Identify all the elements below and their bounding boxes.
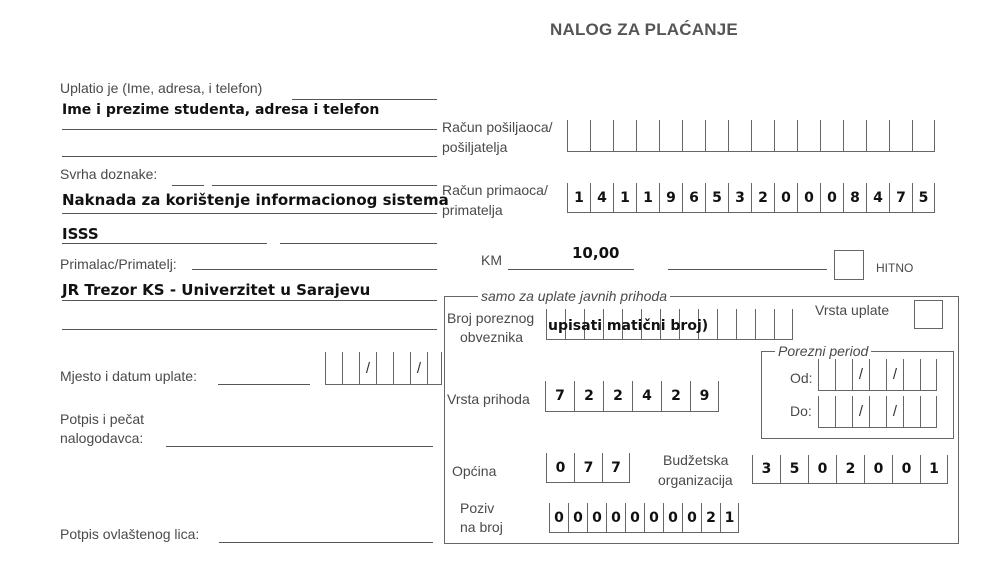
form-title: NALOG ZA PLAĆANJE bbox=[550, 20, 738, 39]
mjesto-datum-label: Mjesto i datum uplate: bbox=[60, 368, 197, 384]
budzetska-label-2: organizacija bbox=[658, 472, 733, 488]
vrsta-uplate-box[interactable] bbox=[914, 300, 943, 329]
broj-poreznog-cell[interactable] bbox=[717, 309, 736, 340]
budzetska-cell[interactable] bbox=[836, 455, 864, 484]
poziv-cell[interactable] bbox=[682, 503, 701, 533]
od-cell[interactable] bbox=[920, 359, 937, 391]
digit: 0 bbox=[554, 509, 564, 526]
digit: 2 bbox=[584, 388, 594, 404]
broj-poreznog-cell[interactable] bbox=[755, 309, 774, 340]
digit: 6 bbox=[689, 189, 699, 206]
racun-posiljaoca-cell[interactable] bbox=[774, 120, 797, 152]
digit: 4 bbox=[873, 189, 883, 206]
uplatio-je-line-3 bbox=[62, 156, 437, 157]
digit: 0 bbox=[827, 189, 837, 206]
racun-posiljaoca-cell[interactable] bbox=[797, 120, 820, 152]
poziv-cell[interactable] bbox=[644, 503, 663, 533]
digit: 1 bbox=[620, 189, 630, 206]
digit: 4 bbox=[597, 189, 607, 206]
vrsta-prihoda-cell[interactable] bbox=[545, 381, 574, 412]
budzetska-cell[interactable] bbox=[752, 455, 780, 484]
vrsta-prihoda-cell[interactable] bbox=[632, 381, 661, 412]
digit: 0 bbox=[901, 461, 912, 477]
budzetska-cell[interactable] bbox=[892, 455, 920, 484]
racun-primaoca-cell[interactable] bbox=[682, 183, 705, 213]
digit: 1 bbox=[724, 509, 735, 526]
vrsta-prihoda-cell[interactable] bbox=[661, 381, 690, 412]
racun-posiljaoca-label-1: Račun pošiljaoca/ bbox=[442, 119, 553, 135]
racun-posiljaoca-cell[interactable] bbox=[590, 120, 613, 152]
potpis-ovlastenog-line bbox=[219, 542, 433, 543]
poziv-cell[interactable] bbox=[720, 503, 739, 533]
poziv-cell[interactable] bbox=[701, 503, 720, 533]
broj-poreznog-label-2: obveznika bbox=[460, 329, 524, 345]
digit: 7 bbox=[583, 459, 594, 476]
racun-posiljaoca-cells[interactable] bbox=[567, 120, 935, 152]
od-cell[interactable] bbox=[886, 359, 903, 391]
digit: 7 bbox=[896, 189, 906, 206]
porezni-period-legend: Porezni period bbox=[775, 343, 871, 359]
racun-primaoca-cell[interactable] bbox=[751, 183, 774, 213]
racun-primaoca-cell[interactable] bbox=[820, 183, 843, 213]
vrsta-prihoda-cells[interactable] bbox=[545, 381, 719, 412]
digit: 0 bbox=[649, 509, 659, 526]
date-separator: / bbox=[892, 366, 898, 383]
digit: 2 bbox=[845, 461, 856, 477]
vrsta-uplate-label: Vrsta uplate bbox=[815, 302, 890, 318]
primalac-label: Primalac/Primatelj: bbox=[60, 256, 177, 272]
racun-posiljaoca-cell[interactable] bbox=[613, 120, 636, 152]
poziv-cell[interactable] bbox=[587, 503, 606, 533]
od-cell[interactable] bbox=[852, 359, 869, 391]
date-separator: / bbox=[365, 359, 371, 377]
racun-primaoca-cell[interactable] bbox=[889, 183, 912, 213]
poziv-cells[interactable] bbox=[549, 503, 739, 533]
vrsta-prihoda-cell[interactable] bbox=[603, 381, 632, 412]
do-label: Do: bbox=[790, 403, 812, 419]
datum-cell[interactable] bbox=[376, 352, 393, 385]
do-cell[interactable] bbox=[920, 396, 937, 428]
uplatio-je-line-1 bbox=[292, 99, 437, 100]
hitno-label: HITNO bbox=[876, 261, 914, 275]
digit: 5 bbox=[789, 461, 800, 477]
racun-posiljaoca-cell[interactable] bbox=[728, 120, 751, 152]
racun-posiljaoca-cell[interactable] bbox=[866, 120, 889, 152]
racun-primaoca-label-2: primatelja bbox=[442, 202, 503, 218]
digit: 4 bbox=[642, 388, 652, 404]
primalac-line-1 bbox=[192, 269, 437, 270]
digit: 5 bbox=[918, 189, 929, 206]
digit: 0 bbox=[573, 509, 583, 526]
opcina-label: Općina bbox=[452, 463, 497, 479]
budzetska-cell[interactable] bbox=[920, 455, 948, 484]
km-label: KM bbox=[481, 252, 502, 268]
digit: 2 bbox=[706, 509, 716, 526]
potpis-pecat-line bbox=[166, 446, 433, 447]
racun-posiljaoca-label-2: pošiljatelja bbox=[442, 139, 508, 155]
potpis-ovlastenog-label: Potpis ovlaštenog lica: bbox=[60, 526, 200, 542]
digit: 2 bbox=[758, 189, 768, 206]
opcina-cells[interactable] bbox=[546, 453, 630, 483]
primalac-line-2 bbox=[62, 300, 437, 301]
racun-primaoca-cell[interactable] bbox=[797, 183, 820, 213]
digit: 0 bbox=[611, 509, 621, 526]
racun-posiljaoca-cell[interactable] bbox=[889, 120, 912, 152]
od-cell[interactable] bbox=[818, 359, 835, 391]
primalac-value[interactable]: JR Trezor KS - Univerzitet u Sarajevu bbox=[62, 281, 371, 299]
broj-poreznog-cell[interactable] bbox=[736, 309, 755, 340]
potpis-pecat-label-1: Potpis i pečat bbox=[60, 411, 145, 427]
svrha-line-2 bbox=[62, 213, 437, 214]
racun-primaoca-cell[interactable] bbox=[636, 183, 659, 213]
hitno-checkbox[interactable] bbox=[834, 250, 864, 280]
iznos-line-2 bbox=[668, 269, 827, 270]
do-cell[interactable] bbox=[852, 396, 869, 428]
digit: 3 bbox=[735, 189, 745, 206]
digit: 0 bbox=[873, 461, 884, 477]
digit: 1 bbox=[574, 189, 584, 206]
racun-posiljaoca-cell[interactable] bbox=[843, 120, 866, 152]
javni-prihodi-legend: samo za uplate javnih prihoda bbox=[478, 288, 670, 304]
datum-cells[interactable] bbox=[325, 352, 442, 385]
digit: 0 bbox=[781, 189, 791, 206]
opcina-cell[interactable] bbox=[574, 453, 602, 483]
digit: 5 bbox=[712, 189, 722, 206]
svrha-line-b bbox=[212, 185, 437, 186]
od-cell[interactable] bbox=[903, 359, 920, 391]
digit: 0 bbox=[592, 509, 602, 526]
do-cell[interactable] bbox=[903, 396, 920, 428]
digit: 0 bbox=[804, 189, 814, 206]
primalac-line-3 bbox=[62, 329, 437, 330]
digit: 1 bbox=[643, 189, 653, 206]
date-separator: / bbox=[416, 359, 422, 377]
racun-posiljaoca-cell[interactable] bbox=[682, 120, 705, 152]
racun-primaoca-cell[interactable] bbox=[659, 183, 682, 213]
budzetska-cell[interactable] bbox=[864, 455, 892, 484]
potpis-pecat-label-2: nalogodavca: bbox=[60, 430, 144, 446]
broj-poreznog-label-1: Broj poreznog bbox=[447, 310, 535, 326]
racun-primaoca-cell[interactable] bbox=[866, 183, 889, 213]
date-separator: / bbox=[858, 403, 864, 420]
svrha-doznake-label: Svrha doznake: bbox=[60, 166, 158, 182]
svrha-value-1[interactable]: Naknada za korištenje informacionog sistema bbox=[62, 191, 449, 209]
racun-primaoca-cell[interactable] bbox=[613, 183, 636, 213]
racun-posiljaoca-cell[interactable] bbox=[751, 120, 774, 152]
poziv-cell[interactable] bbox=[606, 503, 625, 533]
digit: 2 bbox=[671, 388, 681, 404]
od-cell[interactable] bbox=[835, 359, 852, 391]
od-cell[interactable] bbox=[869, 359, 886, 391]
date-separator: / bbox=[858, 366, 864, 383]
budzetska-label-1: Budžetska bbox=[663, 452, 729, 468]
digit: 0 bbox=[668, 509, 678, 526]
budzetska-cell[interactable] bbox=[780, 455, 808, 484]
digit: 0 bbox=[555, 459, 566, 476]
digit: 0 bbox=[630, 509, 640, 526]
od-cells[interactable] bbox=[818, 359, 937, 391]
racun-primaoca-cell[interactable] bbox=[843, 183, 866, 213]
digit: 3 bbox=[761, 461, 772, 477]
vrsta-prihoda-cell[interactable] bbox=[690, 381, 719, 412]
date-separator: / bbox=[892, 403, 898, 420]
poziv-cell[interactable] bbox=[568, 503, 587, 533]
datum-cell[interactable] bbox=[393, 352, 410, 385]
do-cells[interactable] bbox=[818, 396, 937, 428]
racun-posiljaoca-cell[interactable] bbox=[567, 120, 590, 152]
poziv-label-1: Poziv bbox=[460, 500, 495, 516]
do-cell[interactable] bbox=[818, 396, 835, 428]
poziv-cell[interactable] bbox=[625, 503, 644, 533]
racun-primaoca-cell[interactable] bbox=[567, 183, 590, 213]
digit: 0 bbox=[817, 461, 828, 477]
svrha-line-3a bbox=[62, 243, 267, 244]
racun-primaoca-cell[interactable] bbox=[705, 183, 728, 213]
digit: 9 bbox=[699, 388, 710, 404]
digit: 9 bbox=[666, 189, 676, 206]
do-cell[interactable] bbox=[869, 396, 886, 428]
svrha-value-2[interactable]: ISSS bbox=[62, 225, 99, 243]
digit: 0 bbox=[687, 509, 697, 526]
mjesto-line bbox=[218, 384, 310, 385]
racun-primaoca-cell[interactable] bbox=[590, 183, 613, 213]
uplatio-je-line-2 bbox=[62, 129, 437, 130]
uplatio-je-label: Uplatio je (Ime, adresa, i telefon) bbox=[60, 80, 263, 96]
vrsta-prihoda-label: Vrsta prihoda bbox=[447, 391, 530, 407]
racun-posiljaoca-cell[interactable] bbox=[659, 120, 682, 152]
datum-cell[interactable] bbox=[325, 352, 342, 385]
opcina-cell[interactable] bbox=[602, 453, 630, 483]
racun-posiljaoca-cell[interactable] bbox=[636, 120, 659, 152]
datum-cell[interactable] bbox=[359, 352, 376, 385]
racun-posiljaoca-cell[interactable] bbox=[705, 120, 728, 152]
datum-cell[interactable] bbox=[410, 352, 427, 385]
racun-primaoca-cell[interactable] bbox=[912, 183, 935, 213]
poziv-cell[interactable] bbox=[663, 503, 682, 533]
svrha-line-a bbox=[172, 185, 204, 186]
datum-cell[interactable] bbox=[342, 352, 359, 385]
poziv-label-2: na broj bbox=[460, 519, 503, 535]
racun-primaoca-cell[interactable] bbox=[728, 183, 751, 213]
digit: 7 bbox=[611, 459, 621, 476]
do-cell[interactable] bbox=[886, 396, 903, 428]
racun-posiljaoca-cell[interactable] bbox=[912, 120, 935, 152]
iznos-value[interactable]: 10,00 bbox=[572, 244, 620, 262]
opcina-cell[interactable] bbox=[546, 453, 574, 483]
vrsta-prihoda-cell[interactable] bbox=[574, 381, 603, 412]
uplatio-je-value[interactable]: Ime i prezime studenta, adresa i telefon bbox=[62, 102, 380, 118]
digit: 8 bbox=[850, 189, 860, 206]
racun-primaoca-cell[interactable] bbox=[774, 183, 797, 213]
digit: 2 bbox=[613, 388, 623, 404]
digit: 7 bbox=[555, 388, 565, 404]
racun-primaoca-cells[interactable] bbox=[567, 183, 935, 213]
racun-posiljaoca-cell[interactable] bbox=[820, 120, 843, 152]
svrha-line-3b bbox=[280, 243, 437, 244]
poziv-cell[interactable] bbox=[549, 503, 568, 533]
broj-poreznog-value[interactable]: upisati matični broj) bbox=[548, 318, 709, 334]
digit: 1 bbox=[929, 461, 939, 477]
od-label: Od: bbox=[790, 370, 813, 386]
datum-cell[interactable] bbox=[427, 352, 442, 385]
budzetska-cells[interactable] bbox=[752, 455, 948, 484]
do-cell[interactable] bbox=[835, 396, 852, 428]
iznos-line bbox=[508, 269, 634, 270]
racun-primaoca-label-1: Račun primaoca/ bbox=[442, 182, 548, 198]
budzetska-cell[interactable] bbox=[808, 455, 836, 484]
broj-poreznog-cell[interactable] bbox=[774, 309, 793, 340]
